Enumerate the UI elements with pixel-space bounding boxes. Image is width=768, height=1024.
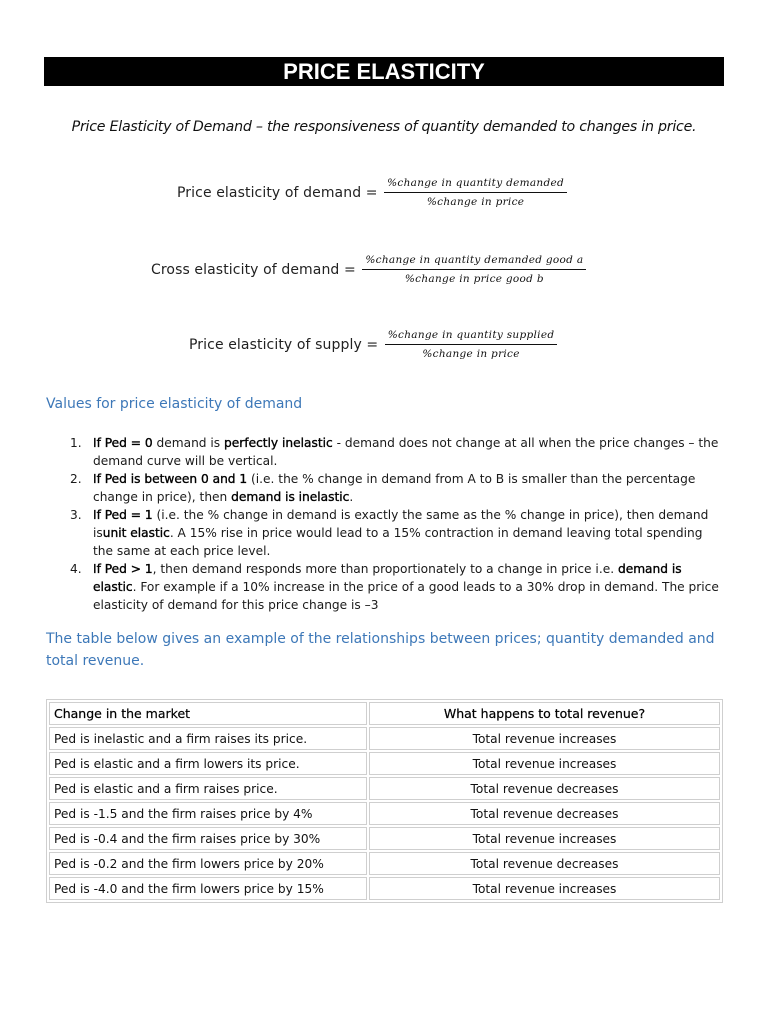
table-cell-market-change: Ped is inelastic and a firm raises its price. — [49, 727, 367, 750]
list-item-text: , then demand responds more than proportionately to a change in price i.e. — [152, 562, 618, 576]
column-header-total-revenue: What happens to total revenue? — [369, 702, 720, 725]
formula-denominator: %change in price — [422, 348, 520, 360]
table-row — [49, 877, 720, 900]
list-item-text: . For example if a 10% increase in the price of a good leads to a 30% drop in demand. The price elasticity of demand for this price change is –3 — [93, 580, 719, 612]
values-list-item — [70, 506, 726, 560]
table-cell-market-change: Ped is -0.2 and the firm lowers price by 20% — [49, 852, 367, 875]
list-item-text: demand is — [152, 436, 225, 450]
table-row — [49, 802, 720, 825]
list-item-key-term: If Ped > 1 — [93, 562, 153, 576]
formula-fraction — [384, 175, 567, 210]
list-item-text: . — [349, 490, 354, 504]
formula-denominator: %change in price good b — [404, 273, 544, 285]
formula-price-elasticity-supply — [189, 327, 557, 362]
formula-fraction — [385, 327, 558, 362]
table-row — [49, 752, 720, 775]
table-cell-market-change: Ped is elastic and a firm raises price. — [49, 777, 367, 800]
formula-label: Cross elasticity of demand = — [151, 261, 361, 278]
list-item-key-term: perfectly inelastic — [224, 436, 333, 450]
list-item-text: . A 15% rise in price would lead to a 15% contraction in demand leaving total spending the same at each price level. — [93, 526, 703, 558]
formula-label: Price elasticity of supply = — [189, 336, 383, 353]
values-list-item — [70, 560, 726, 614]
page-title: PRICE ELASTICITY — [44, 57, 724, 86]
table-row — [49, 852, 720, 875]
list-item-text: (i.e. the % change in demand from A to B is smaller than the percentage change in price), then — [93, 472, 696, 504]
list-item-key-term: If Ped = 0 — [93, 436, 153, 450]
list-item-number: 1. — [70, 436, 82, 450]
table-cell-market-change: Ped is -4.0 and the firm lowers price by 15% — [49, 877, 367, 900]
formula-numerator: %change in quantity demanded good a — [362, 252, 586, 270]
table-cell-market-change: Ped is -1.5 and the firm raises price by 4% — [49, 802, 367, 825]
list-item-number: 4. — [70, 562, 82, 576]
list-item-key-term: demand is inelastic — [231, 490, 350, 504]
table-cell-total-revenue: Total revenue increases — [369, 727, 720, 750]
values-list-item — [70, 434, 726, 470]
column-header-market-change: Change in the market — [49, 702, 367, 725]
list-item-key-term: If Ped is between 0 and 1 — [93, 472, 248, 486]
formula-label: Price elasticity of demand = — [177, 184, 383, 201]
formula-cross-elasticity-demand — [151, 252, 586, 287]
table-intro-text: The table below gives an example of the relationships between prices; quantity demanded and total revenue. — [46, 631, 715, 669]
table-cell-total-revenue: Total revenue decreases — [369, 802, 720, 825]
table-header-row — [49, 702, 720, 725]
table-cell-market-change: Ped is -0.4 and the firm raises price by 30% — [49, 827, 367, 850]
list-item-text: (i.e. the % change in demand is exactly the same as the % change in price), then demand is — [93, 508, 709, 540]
list-item-key-term: unit elastic — [102, 526, 170, 540]
table-cell-total-revenue: Total revenue increases — [369, 752, 720, 775]
formula-denominator: %change in price — [426, 196, 525, 208]
list-item-key-term: demand is elastic — [93, 562, 682, 594]
formula-price-elasticity-demand — [177, 175, 567, 210]
table-cell-total-revenue: Total revenue decreases — [369, 777, 720, 800]
formula-numerator: %change in quantity demanded — [384, 175, 567, 193]
revenue-table — [46, 699, 723, 903]
list-item-number: 2. — [70, 472, 82, 486]
definition-text: Price Elasticity of Demand – the responsiveness of quantity demanded to changes in price. — [71, 119, 697, 135]
formula-fraction — [362, 252, 586, 287]
values-list — [70, 434, 726, 614]
table-cell-total-revenue: Total revenue increases — [369, 827, 720, 850]
list-item-number: 3. — [70, 508, 82, 522]
table-cell-total-revenue: Total revenue increases — [369, 877, 720, 900]
table-cell-market-change: Ped is elastic and a firm lowers its price. — [49, 752, 367, 775]
list-item-key-term: If Ped = 1 — [93, 508, 153, 522]
formula-numerator: %change in quantity supplied — [385, 327, 558, 345]
table-row — [49, 827, 720, 850]
table-row — [49, 777, 720, 800]
values-list-item — [70, 470, 726, 506]
list-item-text: - demand does not change at all when the price changes – the demand curve will be vertical. — [93, 436, 719, 468]
values-heading: Values for price elasticity of demand — [46, 396, 303, 412]
table-row — [49, 727, 720, 750]
table-cell-total-revenue: Total revenue decreases — [369, 852, 720, 875]
